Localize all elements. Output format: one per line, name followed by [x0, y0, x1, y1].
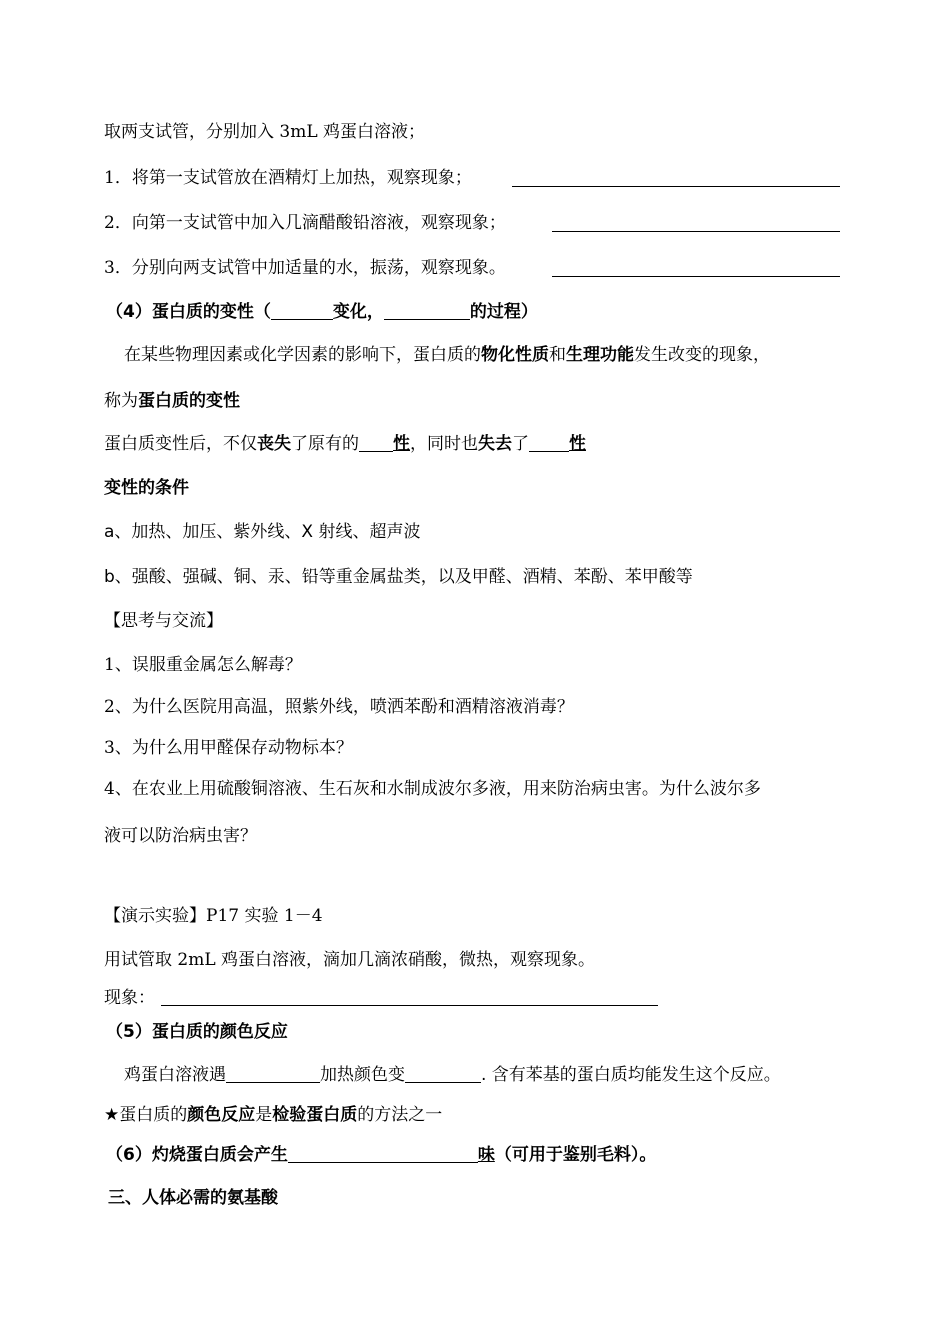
loss-text: 了原有的: [291, 434, 359, 454]
demo-title-bracket: 【演示实验】: [104, 906, 206, 926]
heading-part: （4）蛋白质的变性（: [106, 302, 271, 322]
color-reaction-line: [124, 1063, 781, 1087]
blank-change-type[interactable]: [271, 301, 333, 320]
color-text: 鸡蛋白溶液遇: [124, 1065, 226, 1085]
loss-bold: 性: [569, 434, 586, 454]
blank-process[interactable]: [384, 301, 470, 320]
definition-line-2: [104, 389, 240, 413]
demo-title-ref: P17 实验 1－4: [206, 906, 323, 926]
loss-line: [104, 432, 586, 456]
question-4-line-1: 4、在农业上用硫酸铜溶液、生石灰和水制成波尔多液，用来防治病虫害。为什么波尔多: [104, 779, 761, 799]
note-text: 的方法之一: [357, 1105, 443, 1125]
loss-bold: 失去: [478, 434, 512, 454]
condition-a: a、加热、加压、紫外线、X 射线、超声波: [104, 522, 421, 542]
burn-text: 味: [477, 1145, 495, 1165]
note-text: 是: [255, 1105, 273, 1125]
step-2: 2．向第一支试管中加入几滴醋酸铅溶液，观察现象；: [104, 213, 506, 233]
blank-property-2[interactable]: [529, 433, 569, 452]
loss-text: ，同时也: [410, 434, 478, 454]
loss-bold: 性: [393, 434, 410, 454]
step-1: 1．将第一支试管放在酒精灯上加热，观察现象；: [104, 168, 472, 188]
condition-b: b、强酸、强碱、铜、汞、铅等重金属盐类，以及甲醛、酒精、苯酚、苯甲酸等: [104, 567, 693, 587]
color-text: 加热颜色变: [320, 1065, 405, 1085]
step-3: 3．分别向两支试管中加适量的水，振荡，观察现象。: [104, 258, 506, 278]
color-reaction-heading: （5）蛋白质的颜色反应: [106, 1022, 288, 1042]
blank-property-1[interactable]: [359, 433, 393, 452]
def-text: 发生改变的现象，: [634, 345, 770, 365]
color-text: . 含有苯基的蛋白质均能发生这个反应。: [481, 1065, 781, 1085]
burn-text: （6）灼烧蛋白质会产生: [106, 1145, 288, 1165]
answer-blank-step-2[interactable]: [552, 230, 840, 232]
question-1: 1、误服重金属怎么解毒？: [104, 655, 302, 675]
def-text: 称为: [104, 391, 138, 411]
answer-blank-step-1[interactable]: [512, 185, 840, 187]
loss-bold: 丧失: [257, 434, 291, 454]
demo-title: [104, 904, 323, 928]
discussion-title: 【思考与交流】: [104, 611, 223, 631]
blank-smell[interactable]: [288, 1144, 478, 1163]
section-3-title: 三、人体必需的氨基酸: [108, 1188, 278, 1208]
heading-part: 的过程）: [469, 302, 538, 322]
question-3: 3、为什么用甲醛保存动物标本？: [104, 738, 353, 758]
demo-text: 用试管取 2mL 鸡蛋白溶液，滴加几滴浓硝酸，微热，观察现象。: [104, 950, 596, 970]
note-bold: 检验蛋白质: [272, 1105, 358, 1125]
burn-line: [106, 1143, 656, 1167]
color-reaction-note: [104, 1103, 442, 1127]
def-text: 在某些物理因素或化学因素的影响下，蛋白质的: [124, 345, 481, 365]
def-bold: 生理功能: [566, 345, 634, 365]
phenomenon-label: 现象：: [104, 988, 155, 1008]
heading-part: 变化，: [332, 302, 384, 322]
def-bold: 物化性质: [481, 345, 549, 365]
loss-text: 蛋白质变性后，不仅: [104, 434, 257, 454]
note-bold: 颜色反应: [187, 1105, 256, 1125]
question-2: 2、为什么医院用高温，照紫外线，喷洒苯酚和酒精溶液消毒？: [104, 697, 574, 717]
loss-text: 了: [512, 434, 529, 454]
phenomenon-answer-blank[interactable]: [161, 1004, 658, 1006]
blank-color[interactable]: [405, 1064, 481, 1083]
denaturation-heading: [106, 300, 538, 324]
def-term: 蛋白质的变性: [138, 391, 240, 411]
blank-reagent[interactable]: [226, 1064, 320, 1083]
conditions-title: 变性的条件: [104, 478, 189, 498]
note-text: ★蛋白质的: [104, 1105, 188, 1125]
definition-line: [124, 343, 770, 367]
question-4-line-2: 液可以防治病虫害？: [104, 826, 257, 846]
burn-text: （可用于鉴别毛料）。: [494, 1145, 657, 1165]
answer-blank-step-3[interactable]: [552, 275, 840, 277]
intro-text: 取两支试管，分别加入 3mL 鸡蛋白溶液；: [104, 122, 426, 142]
def-text: 和: [549, 345, 566, 365]
